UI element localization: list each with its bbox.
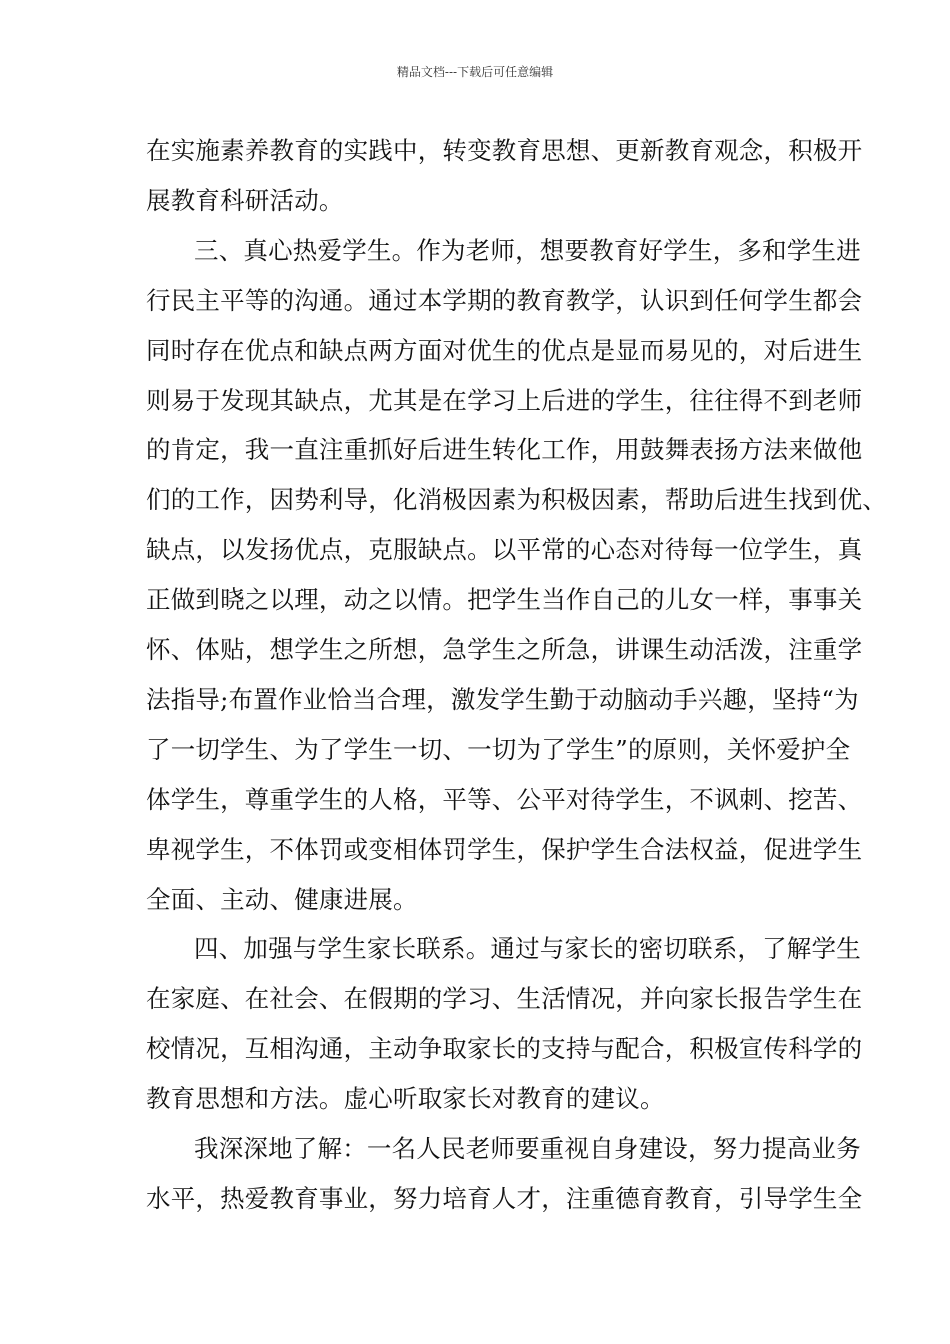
body-line: 的肯定，我一直注重抓好后进生转化工作，用鼓舞表扬方法来做他 xyxy=(146,435,863,465)
body-line: 水平，热爱教育事业，努力培育人才，注重德育教育，引导学生全 xyxy=(146,1183,863,1213)
body-line: 体学生，尊重学生的人格，平等、公平对待学生，不讽刺、挖苦、 xyxy=(146,784,863,814)
body-line: 同时存在优点和缺点两方面对优生的优点是显而易见的，对后进生 xyxy=(146,335,863,365)
body-line: 四、加强与学生家长联系。通过与家长的密切联系，了解学生 xyxy=(194,934,861,964)
body-line: 校情况，互相沟通，主动争取家长的支持与配合，积极宣传科学的 xyxy=(146,1034,863,1064)
body-line: 缺点，以发扬优点，克服缺点。以平常的心态对待每一位学生，真 xyxy=(146,535,863,565)
body-line: 则易于发现其缺点，尤其是在学习上后进的学生，往往得不到老师 xyxy=(146,385,863,415)
page-header: 精品文档---下载后可任意编辑 xyxy=(396,65,554,79)
body-line: 三、真心热爱学生。作为老师，想要教育好学生，多和学生进 xyxy=(194,235,861,265)
body-line: 法指导;布置作业恰当合理，激发学生勤于动脑动手兴趣，坚持“为 xyxy=(146,684,859,714)
body-line: 全面、主动、健康进展。 xyxy=(146,884,418,914)
body-line: 行民主平等的沟通。通过本学期的教育教学，认识到任何学生都会 xyxy=(146,285,863,315)
body-line: 我深深地了解：一名人民老师要重视自身建设，努力提高业务 xyxy=(194,1134,861,1163)
body-line: 展教育科研活动。 xyxy=(146,185,344,215)
body-line: 在实施素养教育的实践中，转变教育思想、更新教育观念，积极开 xyxy=(146,136,863,165)
body-line: 卑视学生，不体罚或变相体罚学生，保护学生合法权益，促进学生 xyxy=(146,834,863,864)
body-line: 了一切学生、为了学生一切、一切为了学生”的原则，关怀爱护全 xyxy=(146,734,851,764)
body-line: 怀、体贴，想学生之所想，急学生之所急，讲课生动活泼，注重学 xyxy=(146,635,863,664)
body-line: 在家庭、在社会、在假期的学习、生活情况，并向家长报告学生在 xyxy=(146,984,863,1014)
body-line: 正做到晓之以理，动之以情。把学生当作自己的儿女一样，事事关 xyxy=(146,585,863,615)
body-line: 们的工作，因势利导，化消极因素为积极因素，帮助后进生找到优、 xyxy=(146,485,887,515)
body-line: 教育思想和方法。虚心听取家长对教育的建议。 xyxy=(146,1084,665,1114)
